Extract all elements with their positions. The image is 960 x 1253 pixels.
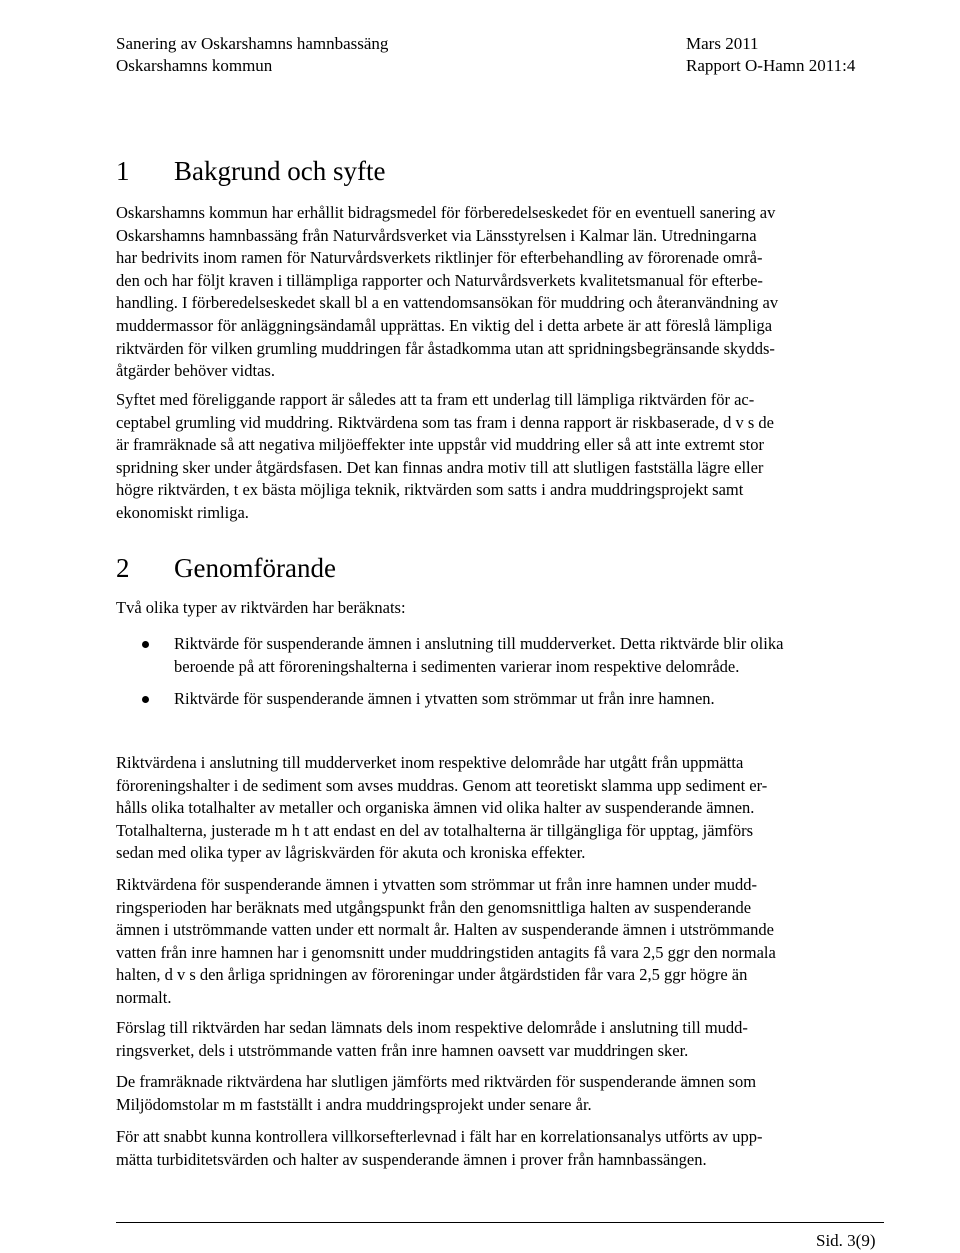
paragraph <box>116 389 876 525</box>
header-organization: Oskarshamns kommun <box>116 56 273 75</box>
text-line: högre riktvärden, t ex bästa möjliga teknik, riktvärden som satts i andra muddringsprojekt samt <box>116 480 744 500</box>
text-line: normalt. <box>116 987 172 1007</box>
text-line: Förslag till riktvärden har sedan lämnats dels inom respektive delområde i anslutning till mudd- <box>116 1018 748 1037</box>
bullet-icon <box>139 693 151 705</box>
text-line: Riktvärdena för suspenderande ämnen i ytvatten som strömmar ut från inre hamnen under mudd- <box>116 875 758 894</box>
header-project-title: Sanering av Oskarshamns hamnbassäng <box>116 34 389 53</box>
text-line: De framräknade riktvärdena har slutligen jämförts med riktvärden för suspenderande ämnen som <box>116 1072 757 1091</box>
text-line: åtgärder behöver vidtas. <box>116 361 275 381</box>
section-title: Bakgrund och syfte <box>174 156 386 186</box>
paragraph <box>116 597 876 620</box>
text-line: halten, d v s den årliga spridningen av föroreningar under åtgärdstiden får vara 2,5 ggr högre än <box>116 965 748 985</box>
footer-divider <box>116 1222 884 1223</box>
text-line: Oskarshamns hamnbassäng från Naturvårdsverket via Länsstyrelsen i Kalmar län. Utredningarna <box>116 225 757 245</box>
header-left <box>116 33 388 77</box>
section-1-heading <box>116 154 385 188</box>
text-line: riktvärden för vilken grumling muddringen får åstadkomma utan att spridningsbegränsande skydds- <box>116 338 775 358</box>
section-title: Genomförande <box>174 553 336 583</box>
text-line: Två olika typer av riktvärden har beräknats: <box>116 598 406 617</box>
text-line: ringsverket, dels i utströmmande vatten från inre hamnen oavsett var muddringen sker. <box>116 1040 689 1060</box>
page-number: Sid. 3(9) <box>816 1231 876 1250</box>
header-right <box>686 33 855 77</box>
text-line: ceptabel grumling vid muddring. Riktvärdena som tas fram i denna rapport är riskbaserade, d v s de <box>116 412 774 432</box>
header-report-id: Rapport O-Hamn 2011:4 <box>686 56 856 75</box>
header-date: Mars 2011 <box>686 34 759 53</box>
text-line: Riktvärde för suspenderande ämnen i anslutning till mudderverket. Detta riktvärde blir olika <box>174 634 784 653</box>
text-line: ekonomiskt rimliga. <box>116 502 249 522</box>
text-line: ringsperioden har beräknats med utgångspunkt från den genomsnittliga halten av suspenderande <box>116 897 752 917</box>
paragraph <box>116 202 876 383</box>
text-line: sedan med olika typer av lågriskvärden för akuta och kroniska effekter. <box>116 843 586 863</box>
text-line: För att snabbt kunna kontrollera villkorsefterlevnad i fält har en korrelationsanalys utförts av upp- <box>116 1127 763 1146</box>
text-line: handling. I förberedelseskedet skall bl a en vattendomsansökan för muddring och återanvändning av <box>116 293 779 313</box>
paragraph <box>116 1017 876 1062</box>
list-item <box>174 688 715 711</box>
text-line: är framräknade så att negativa miljöeffekter inte uppstår vid muddring eller så att inte extremt stor <box>116 435 765 455</box>
text-line: beroende på att föroreningshalterna i sedimenten varierar inom respektive delområde. <box>174 656 740 676</box>
text-line: har bedrivits inom ramen för Naturvårdsverkets riktlinjer för efterbehandling av förorenade områ- <box>116 248 763 268</box>
bullet-icon <box>139 638 151 650</box>
text-line: Totalhalterna, justerade m h t att endast en del av totalhalterna är tillgängliga för upptag, jämförs <box>116 820 754 840</box>
text-line: mätta turbiditetsvärden och halter av suspenderande ämnen i prover från hamnbassängen. <box>116 1149 707 1169</box>
paragraph <box>116 874 876 1010</box>
text-line: vatten från inre hamnen har i genomsnitt under muddringstiden antagits få vara 2,5 ggr den normala <box>116 942 776 962</box>
text-line: Syftet med föreliggande rapport är således att ta fram ett underlag till lämpliga riktvärden för ac- <box>116 390 755 409</box>
text-line: ämnen i utströmmande vatten under ett normalt år. Halten av suspenderande ämnen i utströmmande <box>116 920 774 940</box>
text-line: Miljödomstolar m m fastställt i andra muddringsprojekt under senare år. <box>116 1094 592 1114</box>
text-line: spridning sker under åtgärdsfasen. Det kan finnas andra motiv till att slutligen fastställa lägre eller <box>116 457 764 477</box>
paragraph <box>116 752 876 865</box>
paragraph <box>116 1071 876 1116</box>
section-2-heading <box>116 551 336 585</box>
text-line: Oskarshamns kommun har erhållit bidragsmedel för förberedelseskedet för en eventuell sanering av <box>116 203 776 222</box>
text-line: föroreningshalter i de sediment som avses muddras. Genom att teoretiskt slamma upp sediment er- <box>116 775 768 795</box>
text-line: muddermassor för anläggningsändamål upprättas. En viktig del i detta arbete är att föreslå lämpliga <box>116 315 773 335</box>
text-line: hålls olika totalhalter av metaller och organiska ämnen vid olika halter av suspenderande ämnen. <box>116 798 755 818</box>
text-line: Riktvärde för suspenderande ämnen i ytvatten som strömmar ut från inre hamnen. <box>174 689 715 708</box>
text-line: den och har följt kraven i tillämpliga rapporter och Naturvårdsverkets kvalitetsmanual för efterbe- <box>116 270 763 290</box>
section-number: 2 <box>116 553 130 583</box>
list-item <box>174 633 783 678</box>
section-number: 1 <box>116 156 130 186</box>
text-line: Riktvärdena i anslutning till mudderverket inom respektive delområde har utgått från uppmätta <box>116 753 744 772</box>
paragraph <box>116 1126 876 1171</box>
